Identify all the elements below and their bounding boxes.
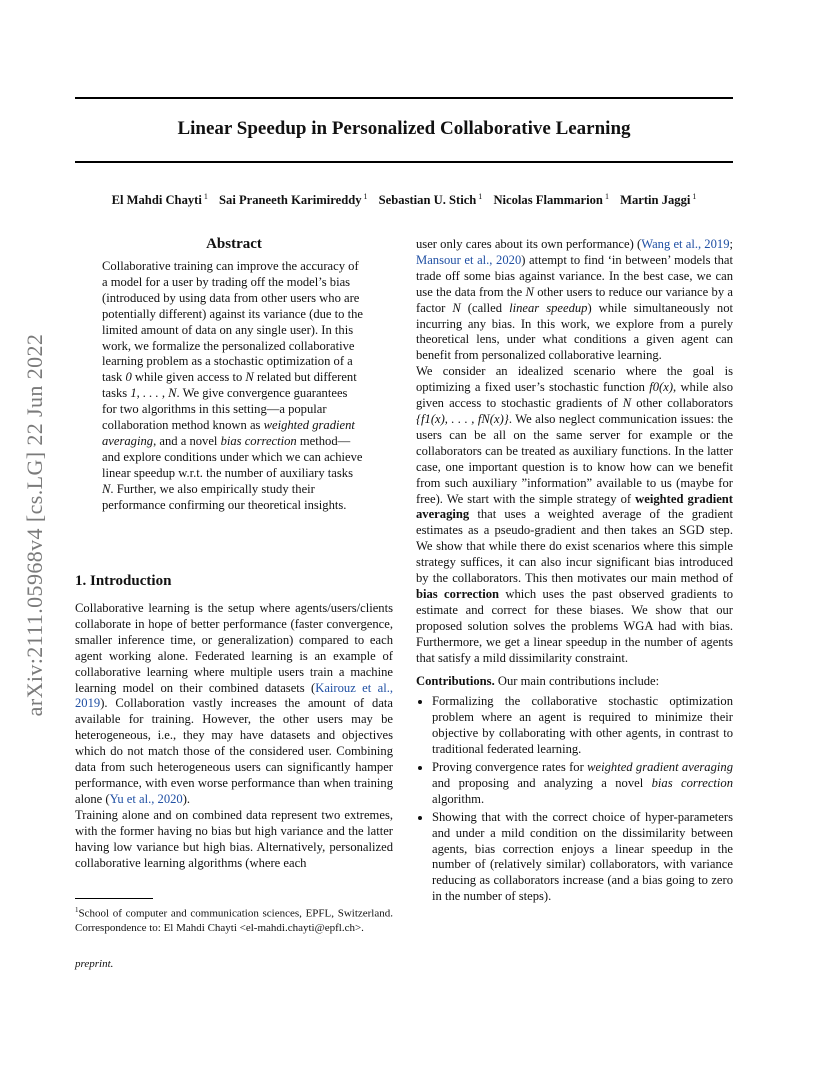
contributions-paragraph: Contributions. Our main contributions include: — [416, 674, 660, 689]
list-item: • Proving convergence rates for weighted gradient averaging and proposing and analyzing a novel bias correction algorithm. — [432, 760, 733, 808]
preprint-label: preprint. — [75, 958, 114, 970]
citation-link[interactable]: Wang et al., 2019 — [641, 237, 730, 251]
introduction-body — [75, 601, 393, 871]
abstract-body: Collaborative training can improve the accuracy of a model for a user by trading off the model’s bias (introduced by using data from other users who are potentially different) against its variance (due to the limited amount of data on any single user). In this work, we formalize the personalized collaborative learning problem as a stochastic optimization of a task 0 while given access to N related but different tasks 1, . . . , N. We give convergence guarantees for two algorithms in this setting—a popular collaboration method known as weighted gradient averaging, and a novel bias correction method—and explore conditions under which we can achieve linear speedup w.r.t. the number of auxiliary tasks N. Further, we also empirically study their performance confirming our theoretical insights. — [102, 259, 363, 512]
contributions-list — [416, 694, 733, 905]
citation-link[interactable]: Kairouz et al., 2019 — [75, 680, 393, 711]
list-item: • Formalizing the collaborative stochastic optimization problem where an agent is required to minimize their objective by collaborating with other agents, in contrast to traditional federated learning. — [432, 694, 733, 758]
section-heading-introduction: 1. Introduction — [75, 573, 172, 589]
body-paragraph: user only cares about its own performance) (Wang et al., 2019; Mansour et al., 2020) attempt to find ‘in between’ models that trade off some bias against variance. In the best case, we can use the data from the N other users to reduce our variance by a factor N (called linear speedup) while simultaneously not incurring any bias. In this work, we explore from a purely theoretical lens, under what conditions a given agent can benefit from personalized collaborative learning. — [416, 237, 734, 363]
author: El Mahdi Chayti $^1$ — [111, 192, 208, 208]
body-paragraph: We consider an idealized scenario where the goal is optimizing a fixed user’s stochastic function f0(x), while also given access to stochastic gradients of N other collaborators {f1(x), . . . , fN(x)}. We also neglect communication issues: the users can be all on the same server for example or the collaborators can be treated as auxiliary functions. In the latter case, one important question is to know how can we benefit from such auxiliary ”information” available to us (maybe for free). We start with the simple strategy of weighted gradient averaging that uses a weighted average of the gradient estimates as a pseudo-gradient and then takes an SGD step. We show that while there do exist scenarios where this simple strategy suffices, it can also incur significant bias introduced by the collaborators. This then motivates our main method of bias correction which uses the past observed gradients to estimate and correct for these biases. We show that our proposed solution solves the problems WGA had with bias. Furthermore, we get a linear speedup in the number of agents that satisfy a mild dissimilarity constraint. — [416, 364, 734, 665]
intro-paragraph: Collaborative learning is the setup where agents/users/clients collaborate in hope of better performance (faster convergence, smaller inference time, or generalization) compared to each agent working alone. Federated learning is an example of collaborative learning where multiple users train a machine learning model on their combined datasets (Kairouz et al., 2019). Collaboration vastly increases the amount of data available for training. However, the other users may be heterogeneous, i.e., they may have datasets and objectives which do not match those of the considered user. Combining data from such heterogeneous users can significantly hamper performance, with even worse performance than when training alone (Yu et al., 2020). — [75, 601, 393, 806]
abstract-heading: Abstract — [206, 236, 262, 252]
author: Sai Praneeth Karimireddy $^1$ — [219, 192, 368, 208]
author: Martin Jaggi $^1$ — [620, 192, 697, 208]
author: Nicolas Flammarion $^1$ — [493, 192, 609, 208]
right-column — [416, 237, 733, 907]
author: Sebastian U. Stich $^1$ — [378, 192, 483, 208]
footnote-rule — [75, 898, 153, 899]
citation-link[interactable]: Yu et al., 2020 — [109, 791, 183, 806]
title-rule-bottom — [75, 161, 733, 163]
affiliation-footnote: $^1$School of computer and communication sciences, EPFL, Switzerland. Correspondence to: El Mahdi Chayti <el-mahdi.chayti@epfl.ch>. — [75, 906, 393, 934]
left-column — [75, 236, 393, 870]
arxiv-watermark: arXiv:2111.05968v4 [cs.LG] 22 Jun 2022 — [22, 333, 47, 717]
title-rule-top — [75, 97, 733, 99]
paper-title: Linear Speedup in Personalized Collaborative Learning — [177, 118, 631, 139]
intro-paragraph: Training alone and on combined data represent two extremes, with the former having no bias but high variance and the latter having low variance but high bias. Alternatively, personalized collaborative learning algorithms (where each — [75, 807, 393, 870]
author-list — [75, 192, 733, 208]
citation-link[interactable]: Mansour et al., 2020 — [416, 252, 522, 267]
list-item: • Showing that with the correct choice of hyper-parameters and under a mild condition on the dissimilarity between agents, bias correction enjoys a linear speedup in the number of (relatively similar) collaborators, with variance reducing as collaborators increase (and a bias going to zero in the number of steps). — [432, 810, 733, 905]
